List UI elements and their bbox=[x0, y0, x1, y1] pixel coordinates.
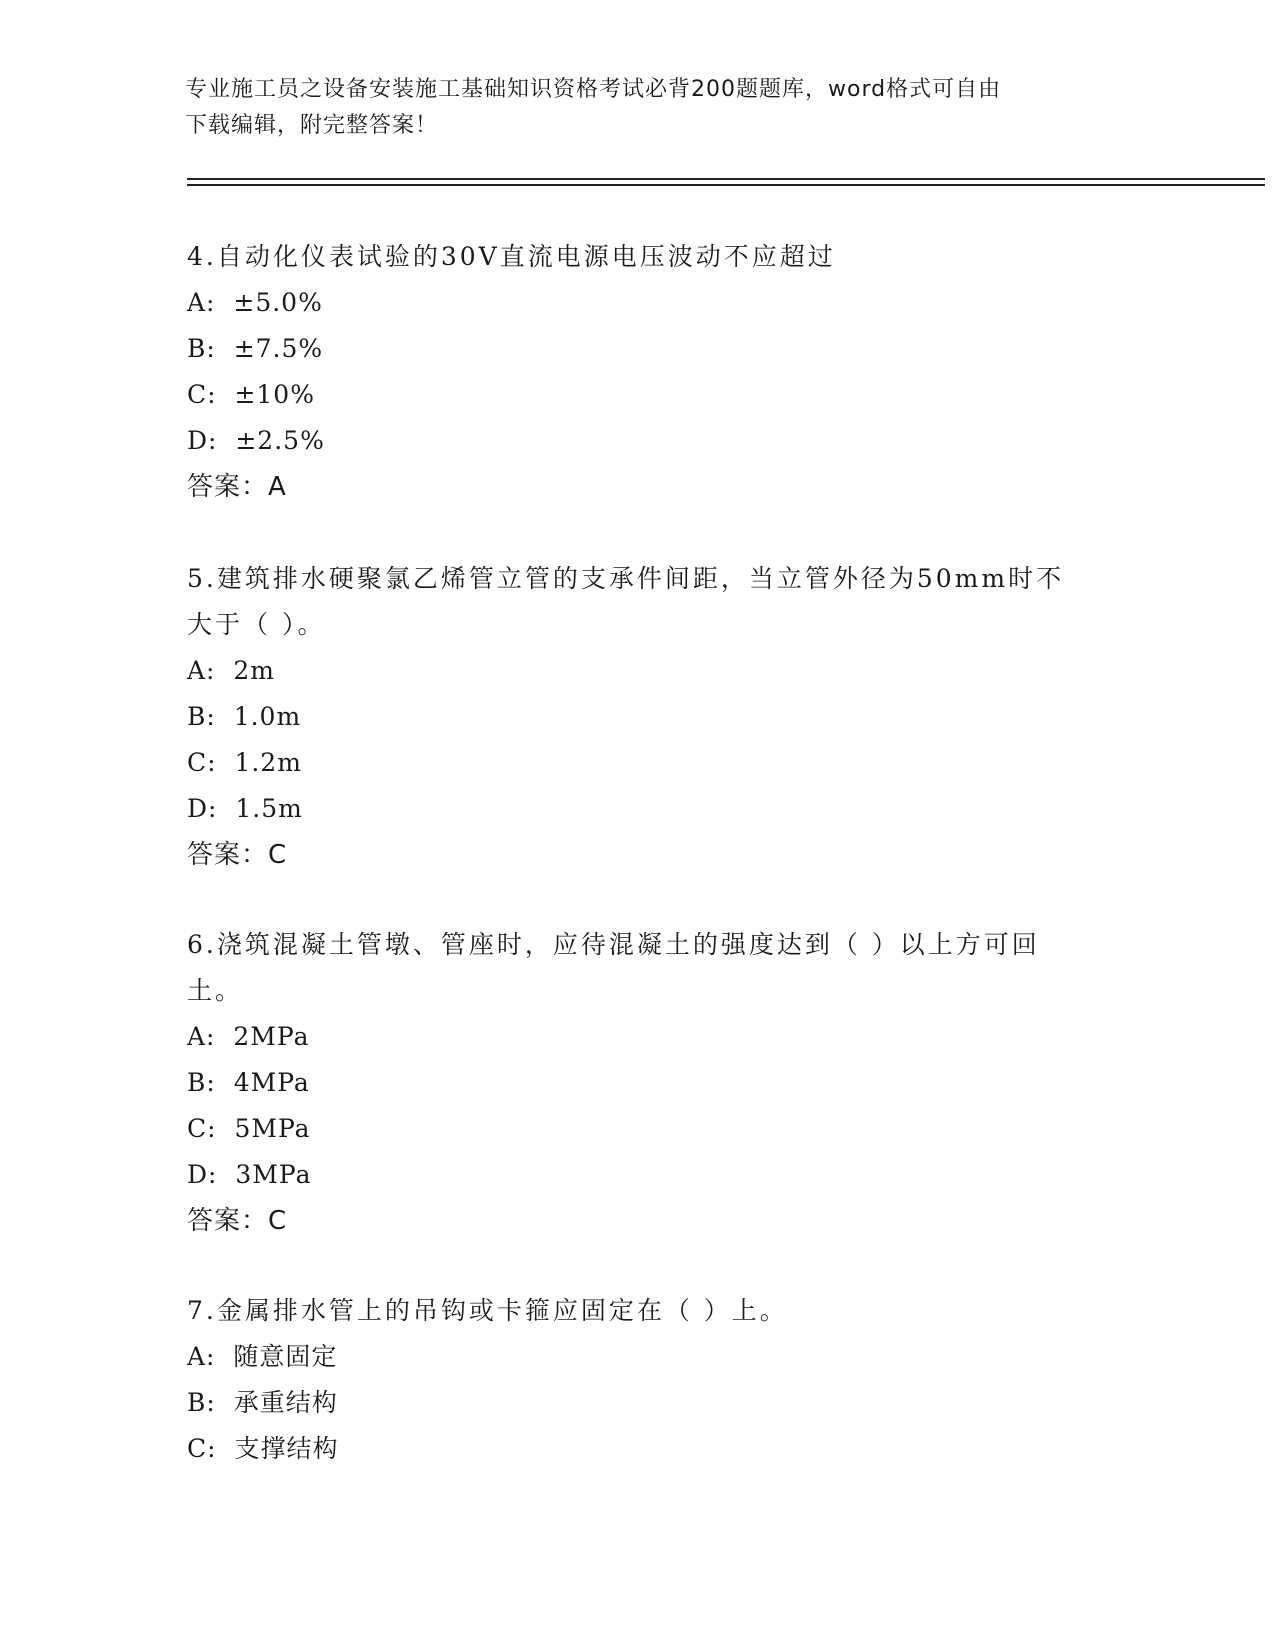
question-stem: 7.金属排水管上的吊钩或卡箍应固定在（ ）上。 bbox=[187, 1296, 788, 1325]
option-c: C: 5MPa bbox=[187, 1114, 311, 1143]
option-b: B: 承重结构 bbox=[187, 1388, 338, 1417]
question-7 bbox=[187, 1288, 1087, 1472]
option-a: A: 随意固定 bbox=[187, 1342, 338, 1371]
answer-line: 答案：C bbox=[187, 1206, 288, 1236]
document-header bbox=[185, 72, 1085, 144]
option-a: A: ±5.0% bbox=[187, 288, 323, 317]
answer-line: 答案：C bbox=[187, 840, 288, 870]
question-5 bbox=[187, 556, 1087, 878]
option-c: C: ±10% bbox=[187, 380, 315, 409]
option-b: B: 4MPa bbox=[187, 1068, 310, 1097]
question-stem-continuation: 大于（ ）。 bbox=[187, 610, 326, 639]
option-a: A: 2MPa bbox=[187, 1022, 310, 1051]
header-line-1: 专业施工员之设备安装施工基础知识资格考试必背200题题库，word格式可自由 bbox=[185, 77, 1002, 102]
question-stem-continuation: 土。 bbox=[187, 976, 244, 1005]
question-4 bbox=[187, 234, 1087, 510]
option-c: C: 1.2m bbox=[187, 748, 302, 777]
option-b: B: ±7.5% bbox=[187, 334, 324, 363]
header-line-2: 下载编辑，附完整答案！ bbox=[185, 113, 439, 138]
question-6 bbox=[187, 922, 1087, 1244]
answer-line: 答案：A bbox=[187, 472, 287, 502]
question-stem: 4.自动化仪表试验的30V直流电源电压波动不应超过 bbox=[187, 242, 836, 271]
option-c: C: 支撑结构 bbox=[187, 1434, 339, 1463]
option-a: A: 2m bbox=[187, 656, 275, 685]
question-stem: 5.建筑排水硬聚氯乙烯管立管的支承件间距，当立管外径为50mm时不 bbox=[187, 564, 1065, 593]
option-d: D: 1.5m bbox=[187, 794, 303, 823]
header-divider-bottom bbox=[187, 184, 1265, 186]
option-b: B: 1.0m bbox=[187, 702, 302, 731]
option-d: D: ±2.5% bbox=[187, 426, 325, 455]
question-stem: 6.浇筑混凝土管墩、管座时，应待混凝土的强度达到（ ）以上方可回 bbox=[187, 930, 1040, 959]
option-d: D: 3MPa bbox=[187, 1160, 312, 1189]
header-divider-top bbox=[187, 178, 1265, 180]
